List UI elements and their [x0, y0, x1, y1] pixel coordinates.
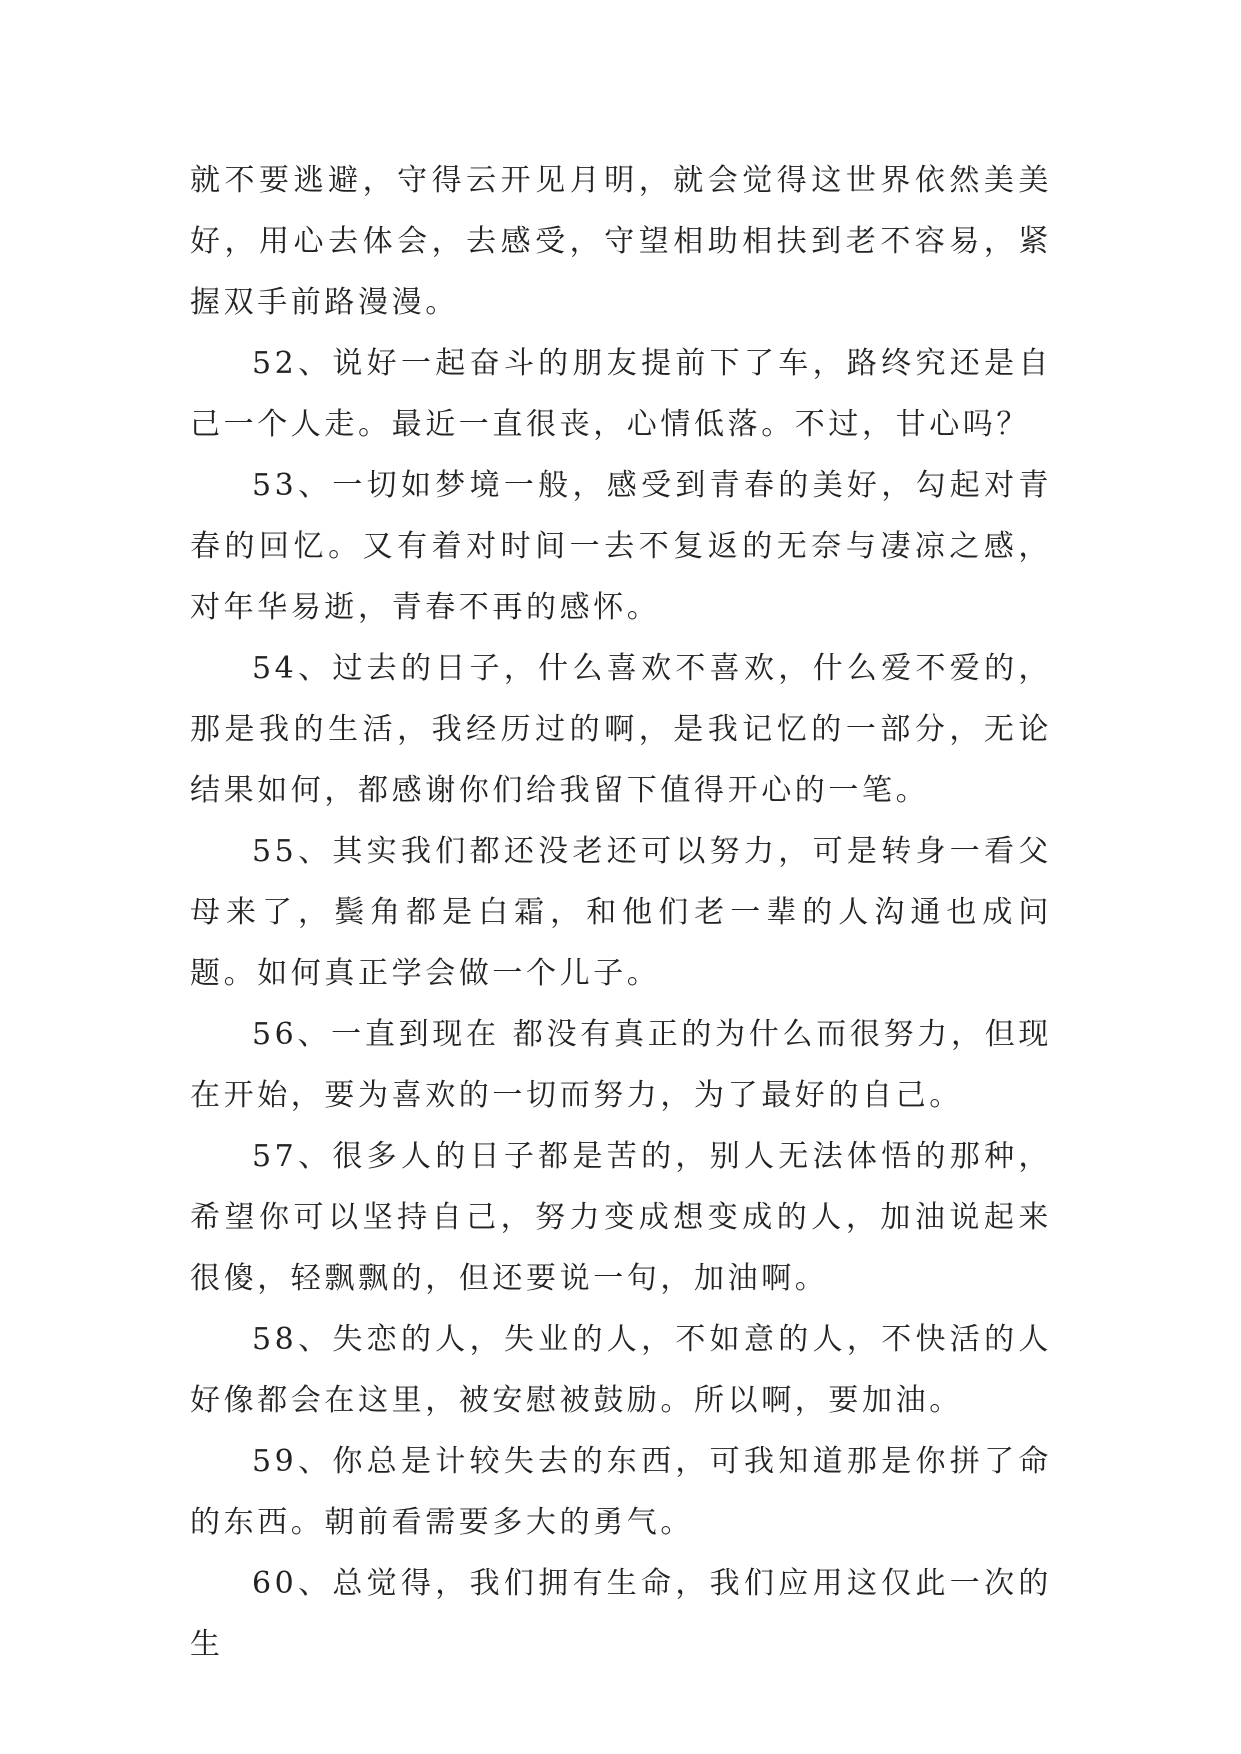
paragraph-58: 58、失恋的人，失业的人，不如意的人，不快活的人好像都会在这里，被安慰被鼓励。所以啊，要加油。 [190, 1322, 1052, 1418]
paragraph-54: 54、过去的日子，什么喜欢不喜欢，什么爱不爱的，那是我的生活，我经历过的啊，是我记忆的一部分，无论结果如何，都感谢你们给我留下值得开心的一笔。 [190, 651, 1052, 808]
paragraph-59: 59、你总是计较失去的东西，可我知道那是你拼了命的东西。朝前看需要多大的勇气。 [190, 1444, 1052, 1540]
paragraph-60: 60、总觉得，我们拥有生命，我们应用这仅此一次的生 [190, 1566, 1052, 1662]
paragraph-52: 52、说好一起奋斗的朋友提前下了车，路终究还是自己一个人走。最近一直很丧，心情低落。不过，甘心吗？ [190, 346, 1052, 442]
paragraph-53: 53、一切如梦境一般，感受到青春的美好，勾起对青春的回忆。又有着对时间一去不复返的无奈与凄凉之感，对年华易逝，青春不再的感怀。 [190, 468, 1052, 625]
document-page [190, 150, 1052, 1675]
paragraph-continuation: 就不要逃避，守得云开见月明，就会觉得这世界依然美美好，用心去体会，去感受，守望相助相扶到老不容易，紧握双手前路漫漫。 [190, 163, 1052, 320]
paragraph-57: 57、很多人的日子都是苦的，别人无法体悟的那种，希望你可以坚持自己，努力变成想变成的人，加油说起来很傻，轻飘飘的，但还要说一句，加油啊。 [190, 1139, 1052, 1296]
paragraph-55: 55、其实我们都还没老还可以努力，可是转身一看父母来了，鬓角都是白霜，和他们老一辈的人沟通也成问题。如何真正学会做一个儿子。 [190, 834, 1052, 991]
paragraph-56: 56、一直到现在 都没有真正的为什么而很努力，但现在开始，要为喜欢的一切而努力，为了最好的自己。 [190, 1017, 1052, 1113]
